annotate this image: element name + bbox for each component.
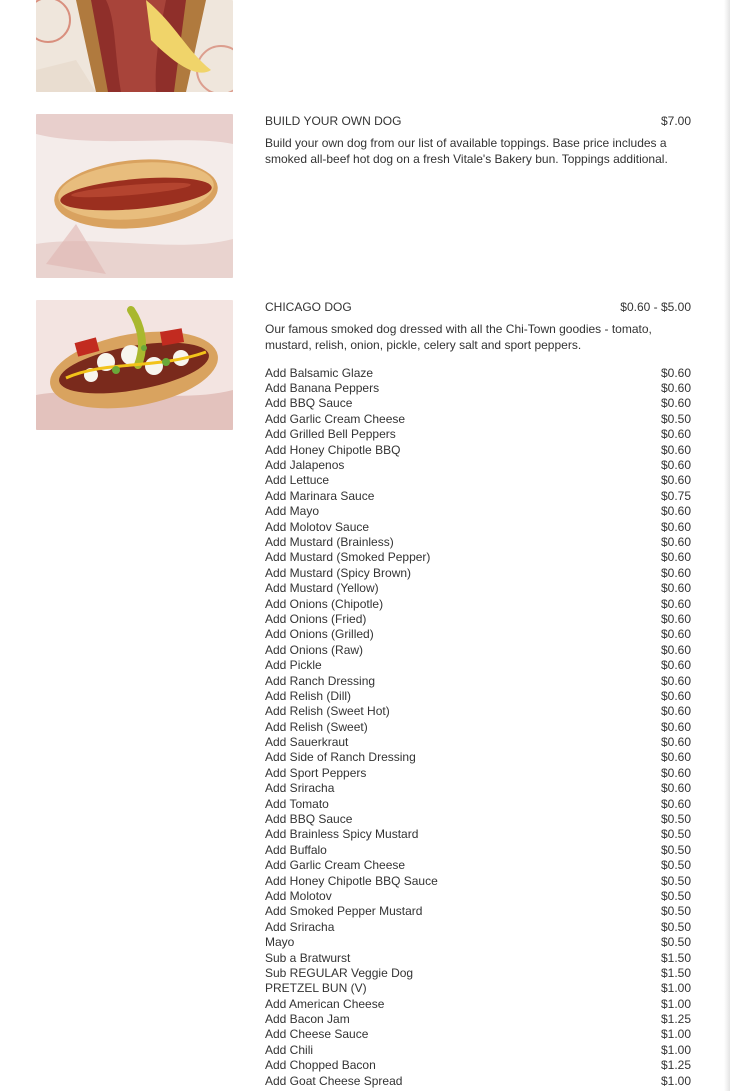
option-price: $0.50 [660,827,691,842]
topping-option[interactable] [265,519,691,534]
option-label: Add Relish (Sweet Hot) [265,704,390,719]
topping-option[interactable] [265,365,691,380]
topping-option[interactable] [265,734,691,749]
item-price: $0.60 - $5.00 [620,300,691,314]
topping-option[interactable] [265,504,691,519]
option-label: Add Chopped Bacon [265,1058,376,1073]
option-label: Sub a Bratwurst [265,950,351,965]
option-price: $0.60 [660,381,691,396]
option-label: Add Smoked Pepper Mustard [265,904,423,919]
option-label: Add Brainless Spicy Mustard [265,827,419,842]
item-name: BUILD YOUR OWN DOG [265,114,402,128]
topping-option[interactable] [265,627,691,642]
option-label: Add Garlic Cream Cheese [265,411,406,426]
option-price: $0.60 [660,688,691,703]
option-price: $0.60 [660,642,691,657]
option-label: Add Tomato [265,796,329,811]
option-label: Add Relish (Sweet) [265,719,368,734]
topping-option[interactable] [265,704,691,719]
topping-option[interactable] [265,396,691,411]
topping-option[interactable] [265,919,691,934]
option-price: $0.60 [660,596,691,611]
option-label: Add Honey Chipotle BBQ Sauce [265,873,438,888]
option-label: Add Sauerkraut [265,735,349,750]
option-label: Add Ranch Dressing [265,673,376,688]
option-price: $0.60 [660,611,691,626]
option-price: $1.00 [660,1073,691,1088]
topping-option[interactable] [265,781,691,796]
item-price: $7.00 [660,114,691,128]
option-label: Add Sriracha [265,781,335,796]
option-price: $0.60 [660,673,691,688]
topping-option[interactable] [265,1027,691,1042]
topping-options-list [265,365,691,1088]
chicago-dog-photo [36,300,233,430]
option-price: $1.50 [660,950,691,965]
option-price: $0.60 [660,427,691,442]
option-label: Add Onions (Fried) [265,611,367,626]
option-label: Add BBQ Sauce [265,396,353,411]
option-label: Add Onions (Grilled) [265,627,374,642]
option-label: Add Bacon Jam [265,1012,350,1027]
topping-option[interactable] [265,642,691,657]
topping-option[interactable] [265,750,691,765]
topping-option[interactable] [265,565,691,580]
option-price: $0.60 [660,473,691,488]
option-price: $0.60 [660,365,691,380]
topping-option[interactable] [265,657,691,672]
menu-item-chicago-dog[interactable] [265,299,691,315]
option-price: $0.60 [660,796,691,811]
option-label: Add Side of Ranch Dressing [265,750,416,765]
option-label: Add Sriracha [265,919,335,934]
option-price: $0.50 [660,842,691,857]
option-price: $0.50 [660,904,691,919]
option-label: Add Cheese Sauce [265,1027,369,1042]
option-price: $0.60 [660,442,691,457]
topping-option[interactable] [265,827,691,842]
topping-option[interactable] [265,842,691,857]
option-price: $0.60 [660,458,691,473]
topping-option[interactable] [265,550,691,565]
topping-option[interactable] [265,673,691,688]
topping-option[interactable] [265,380,691,395]
option-label: Add Buffalo [265,842,327,857]
topping-option[interactable] [265,858,691,873]
topping-option[interactable] [265,981,691,996]
option-price: $1.50 [660,965,691,980]
option-price: $0.50 [660,919,691,934]
topping-option[interactable] [265,873,691,888]
option-price: $0.50 [660,888,691,903]
option-label: PRETZEL BUN (V) [265,981,367,996]
option-price: $0.60 [660,627,691,642]
topping-option[interactable] [265,1011,691,1026]
option-price: $0.60 [660,658,691,673]
option-label: Add Relish (Dill) [265,688,352,703]
option-price: $0.60 [660,565,691,580]
topping-option[interactable] [265,611,691,626]
option-price: $1.00 [660,996,691,1011]
option-label: Add Chili [265,1042,314,1057]
topping-option[interactable] [265,765,691,780]
option-price: $1.00 [660,1042,691,1057]
topping-option[interactable] [265,534,691,549]
option-price: $0.60 [660,765,691,780]
option-price: $0.75 [660,488,691,503]
option-price: $0.60 [660,719,691,734]
option-price: $1.00 [660,1027,691,1042]
topping-option[interactable] [265,904,691,919]
option-label: Add Onions (Chipotle) [265,596,384,611]
option-label: Add Marinara Sauce [265,488,375,503]
option-label: Add Garlic Cream Cheese [265,858,406,873]
option-price: $0.50 [660,935,691,950]
option-label: Add Goat Cheese Spread [265,1073,403,1088]
option-price: $0.60 [660,750,691,765]
option-label: Add Molotov [265,888,332,903]
topping-option[interactable] [265,596,691,611]
option-price: $0.50 [660,411,691,426]
topping-option[interactable] [265,996,691,1011]
option-label: Add Mustard (Spicy Brown) [265,565,412,580]
option-price: $1.25 [660,1058,691,1073]
topping-option[interactable] [265,934,691,949]
option-label: Add Jalapenos [265,458,345,473]
option-price: $0.60 [660,534,691,549]
option-label: Add Banana Peppers [265,381,380,396]
option-label: Add Sport Peppers [265,765,367,780]
option-label: Add Mustard (Smoked Pepper) [265,550,431,565]
hot-dog-photo [36,114,233,278]
option-price: $1.00 [660,981,691,996]
option-label: Sub REGULAR Veggie Dog [265,965,414,980]
topping-option[interactable] [265,411,691,426]
item-name: CHICAGO DOG [265,300,352,314]
sandwich-photo [36,0,233,92]
menu-item-build-your-own-dog[interactable] [265,113,691,129]
topping-option[interactable] [265,965,691,980]
option-label: Add Honey Chipotle BBQ [265,442,401,457]
item-description: Build your own dog from our list of available toppings. Base price includes a smoked all-beef hot dog on a fresh Vitale's Bakery bun. Toppings additional. [265,136,668,166]
topping-option[interactable] [265,950,691,965]
topping-option[interactable] [265,1058,691,1073]
topping-option[interactable] [265,811,691,826]
option-price: $0.50 [660,858,691,873]
option-price: $0.60 [660,504,691,519]
option-price: $0.60 [660,735,691,750]
option-label: Add Mustard (Brainless) [265,534,394,549]
option-label: Add BBQ Sauce [265,812,353,827]
option-price: $0.60 [660,781,691,796]
topping-option[interactable] [265,427,691,442]
page-edge-shadow [724,0,730,1091]
option-label: Add Mayo [265,504,320,519]
option-price: $0.60 [660,550,691,565]
option-price: $0.50 [660,812,691,827]
topping-option[interactable] [265,1073,691,1088]
item-description: Our famous smoked dog dressed with all the Chi-Town goodies - tomato, mustard, relish, onion, pickle, celery salt and sport peppers. [265,322,652,352]
topping-option[interactable] [265,457,691,472]
option-label: Add Molotov Sauce [265,519,370,534]
option-price: $0.60 [660,704,691,719]
option-label: Add Lettuce [265,473,330,488]
option-price: $1.25 [660,1012,691,1027]
option-label: Add Balsamic Glaze [265,365,374,380]
option-label: Add Pickle [265,658,322,673]
option-label: Add American Cheese [265,996,385,1011]
topping-option[interactable] [265,442,691,457]
option-price: $0.60 [660,519,691,534]
option-label: Add Onions (Raw) [265,642,364,657]
topping-option[interactable] [265,473,691,488]
topping-option[interactable] [265,796,691,811]
option-label: Add Mustard (Yellow) [265,581,379,596]
option-label: Mayo [265,935,295,950]
topping-option[interactable] [265,888,691,903]
topping-option[interactable] [265,1042,691,1057]
option-price: $0.50 [660,873,691,888]
option-label: Add Grilled Bell Peppers [265,427,396,442]
topping-option[interactable] [265,488,691,503]
topping-option[interactable] [265,688,691,703]
option-price: $0.60 [660,581,691,596]
topping-option[interactable] [265,580,691,595]
topping-option[interactable] [265,719,691,734]
option-price: $0.60 [660,396,691,411]
